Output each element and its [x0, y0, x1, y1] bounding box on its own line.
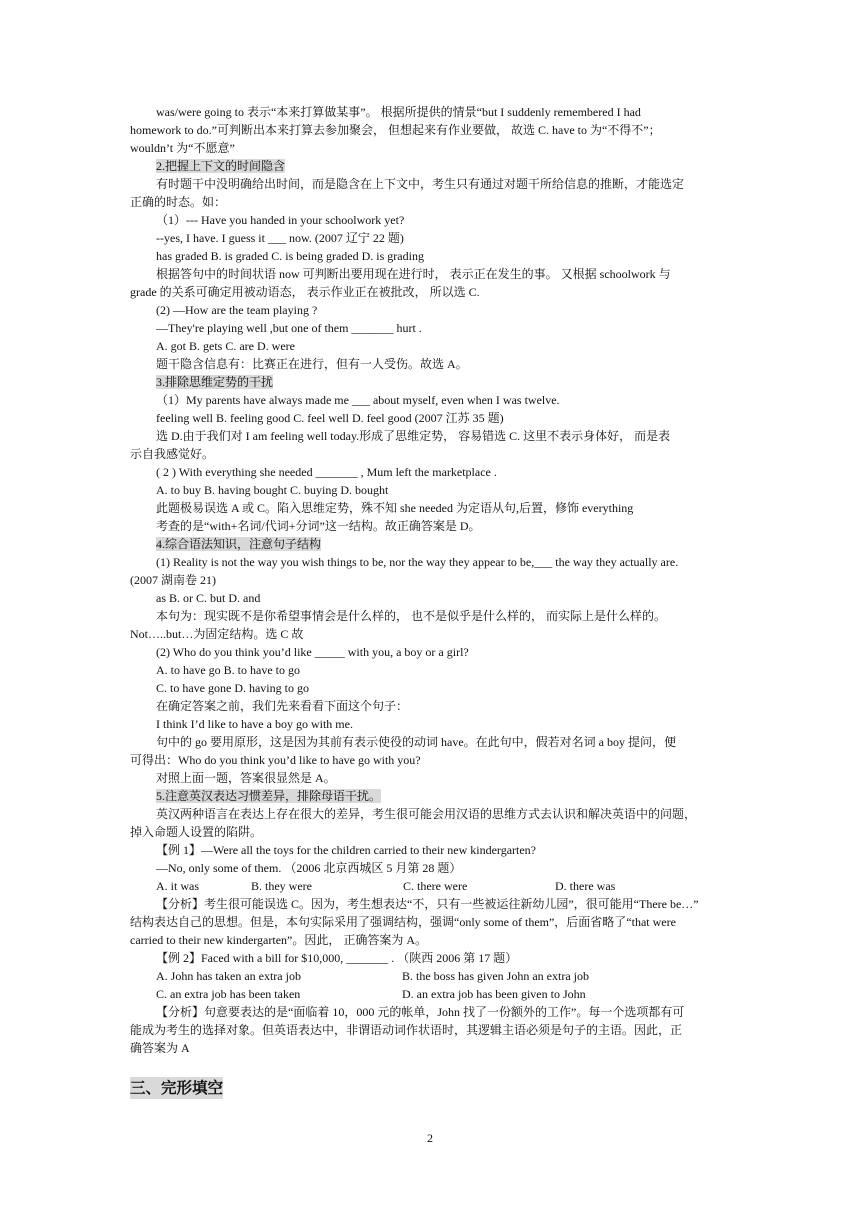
option: B. the boss has given John an extra job — [402, 969, 589, 983]
text-line: 【分析】句意要表达的是“面临着 10，000 元的帐单，John 找了一份额外的工作”。每一个选项都有可 — [156, 1005, 685, 1019]
page-number: 2 — [427, 1131, 433, 1145]
text-line: 对照上面一题，答案很显然是 A。 — [156, 771, 336, 785]
options-line — [156, 986, 732, 1003]
text-line: 示自我感觉好。 — [130, 447, 215, 461]
text-line: (2007 湖南卷 21) — [130, 573, 216, 587]
section-heading: 4.综合语法知识，注意句子结构 — [156, 537, 322, 551]
text-line: homework to do.”可判断出本来打算去参加聚会， 但想起来有作业要做， 故选 C. have to 为“不得不”； — [130, 123, 661, 137]
question-line: （1）My parents have always made me ___ about myself, even when I was twelve. — [156, 393, 560, 407]
option: C. an extra job has been taken — [156, 987, 301, 1001]
option: D. there was — [555, 879, 616, 893]
question-line: —They're playing well ,but one of them _______ hurt . — [156, 321, 422, 335]
text-line: 在确定答案之前，我们先来看看下面这个句子： — [156, 699, 409, 713]
text-line: 题干隐含信息有：比赛正在进行，但有一人受伤。故选 A。 — [156, 357, 468, 371]
question-line: —No, only some of them. （2006 北京西城区 5 月第 28 题） — [156, 861, 462, 875]
text-line: 根据答句中的时间状语 now 可判断出要用现在进行时， 表示正在发生的事。 又根据 schoolwork 与 — [156, 267, 671, 281]
text-line: carried to their new kindergarten”。因此， 正确答案为 A。 — [130, 933, 428, 947]
options-line: A. to have go B. to have to go — [156, 663, 300, 677]
section-heading: 5.注意英汉表达习惯差异，排除母语干扰。 — [156, 789, 382, 803]
text-line: wouldn’t 为“不愿意” — [130, 141, 235, 155]
options-line: as B. or C. but D. and — [156, 591, 261, 605]
options-line: A. got B. gets C. are D. were — [156, 339, 295, 353]
text-line: 正确的时态。如： — [130, 195, 227, 209]
text-line: 能成为考生的选择对象。但英语表达中，非谓语动词作状语时，其逻辑主语必须是句子的主语。因此，正 — [130, 1023, 683, 1037]
options-line: feeling well B. feeling good C. feel well D. feel good (2007 江苏 35 题) — [156, 411, 504, 425]
question-line: (1) Reality is not the way you wish things to be, nor the way they appear to be,___ the way they actually are. — [156, 555, 679, 569]
question-line: 【例 1】—Were all the toys for the children carried to their new kindergarten? — [156, 843, 537, 857]
text-line: Not…..but…为固定结构。选 C 故 — [130, 627, 304, 641]
option: C. there were — [403, 879, 468, 893]
text-line: 有时题干中没明确给出时间，而是隐含在上下文中，考生只有通过对题干所给信息的推断，才能选定 — [156, 177, 685, 191]
text-line: 结构表达自己的思想。但是，本句实际采用了强调结构，强调“only some of them”，后面省略了“that were — [130, 915, 676, 929]
question-line: ( 2 ) With everything she needed _______ , Mum left the marketplace . — [156, 465, 497, 479]
section-heading: 3.排除思维定势的干扰 — [156, 375, 274, 389]
text-line: 本句为：现实既不是你希望事情会是什么样的， 也不是似乎是什么样的， 而实际上是什么样的。 — [156, 609, 667, 623]
text-line: 确答案为 A — [130, 1041, 190, 1055]
text-line: 英汉两种语言在表达上存在很大的差异，考生很可能会用汉语的思维方式去认识和解决英语中的问题， — [156, 807, 697, 821]
question-line: （1）--- Have you handed in your schoolwork yet? — [156, 213, 405, 227]
text-line: 此题极易误选 A 或 C。陷入思维定势，殊不知 she needed 为定语从句,后置，修饰 everything — [156, 501, 634, 515]
text-line: 掉入命题人设置的陷阱。 — [130, 825, 263, 839]
options-line: A. to buy B. having bought C. buying D. bought — [156, 483, 389, 497]
options-line: C. to have gone D. having to go — [156, 681, 309, 695]
question-line: (2) Who do you think you’d like _____ with you, a boy or a girl? — [156, 645, 469, 659]
question-line: --yes, I have. I guess it ___ now. (2007 辽宁 22 题) — [156, 231, 404, 245]
text-line: I think I’d like to have a boy go with me. — [156, 717, 353, 731]
question-line: 【例 2】Faced with a bill for $10,000, _______ . （陕西 2006 第 17 题） — [156, 951, 518, 965]
text-line: grade 的关系可确定用被动语态， 表示作业正在被批改， 所以选 C. — [130, 285, 480, 299]
option: D. an extra job has been given to John — [402, 987, 586, 1001]
text-line: 考查的是“with+名词/代词+分词”这一结构。故正确答案是 D。 — [156, 519, 481, 533]
text-line: 可得出：Who do you think you’d like to have go with you? — [130, 753, 421, 767]
option: A. John has taken an extra job — [156, 969, 301, 983]
options-line — [156, 968, 732, 985]
text-line: 【分析】考生很可能误选 C。因为，考生想表达“不，只有一些被运往新幼儿园”，很可能用“There be…” — [156, 897, 699, 911]
question-line: (2) —How are the team playing ? — [156, 303, 318, 317]
section-title: 三、完形填空 — [130, 1079, 224, 1097]
options-line: has graded B. is graded C. is being graded D. is grading — [156, 249, 424, 263]
text-line: 选 D.由于我们对 I am feeling well today.形成了思维定势， 容易错选 C. 这里不表示身体好， 而是表 — [156, 429, 671, 443]
text-line: 句中的 go 要用原形，这是因为其前有表示使役的动词 have。在此句中，假若对名词 a boy 提问，便 — [156, 735, 676, 749]
option: A. it was — [156, 879, 199, 893]
options-line — [156, 878, 732, 895]
text-line: was/were going to 表示“本来打算做某事”。 根据所提供的情景“but I suddenly remembered I had — [156, 105, 641, 119]
section-heading: 2.把握上下文的时间隐含 — [156, 159, 286, 173]
option: B. they were — [251, 879, 312, 893]
